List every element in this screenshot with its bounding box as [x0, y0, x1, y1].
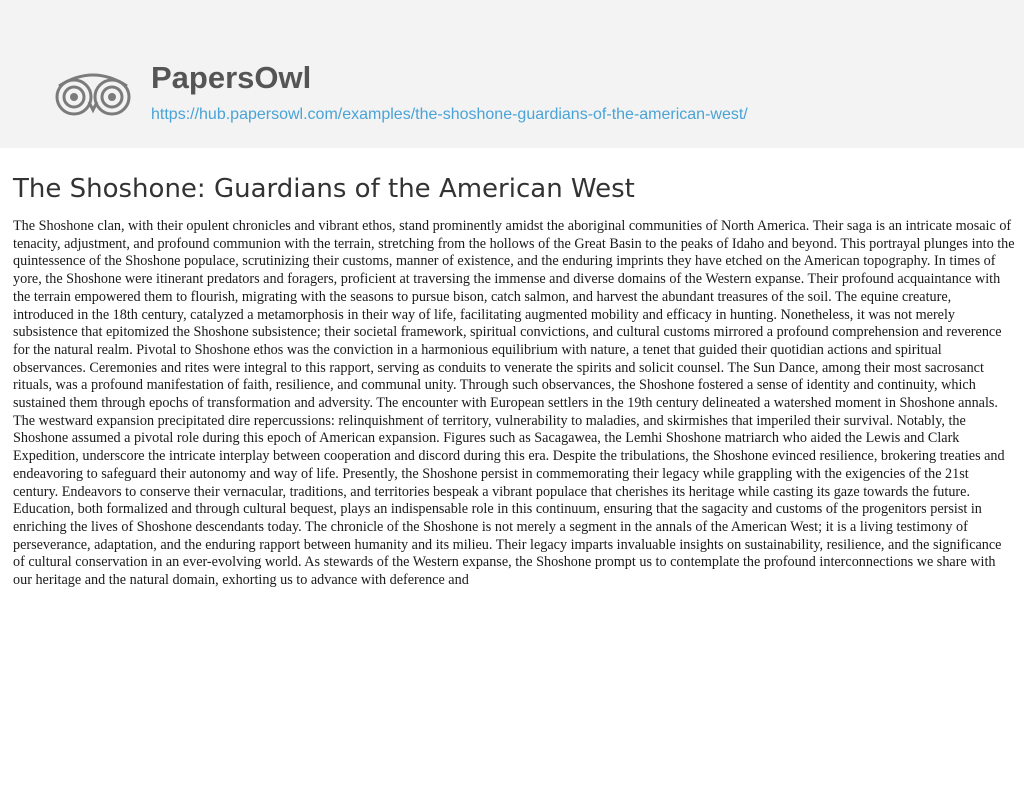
essay-title: The Shoshone: Guardians of the American West	[13, 174, 635, 204]
owl-eyes-icon	[45, 66, 141, 118]
essay-body: The Shoshone clan, with their opulent chronicles and vibrant ethos, stand prominently amidst the aboriginal communities of North America. Their saga is an intricate mosaic of tenacity, adjustment, and profound communion with the terrain, stretching from the hollows of the Great Basin to the peaks of Idaho and beyond. This portrayal plunges into the quintessence of the Shoshone populace, scrutinizing their customs, manner of existence, and the enduring imprints they have etched on the American topography. In times of yore, the Shoshone were itinerant predators and foragers, proficient at traversing the immense and diverse domains of the Western expanse. Their profound acquaintance with the terrain empowered them to flourish, migrating with the seasons to pursue bison, catch salmon, and harvest the abundant treasures of the soil. The equine creature, introduced in the 18th century, catalyzed a metamorphosis in their way of life, facilitating augmented mobility and efficacy in hunting. Nonetheless, it was not merely subsistence that epitomized the Shoshone subsistence; their societal framework, spiritual convictions, and cultural customs mirrored a profound comprehension and reverence for the natural realm. Pivotal to Shoshone ethos was the conviction in a harmonious equilibrium with nature, a tenet that guided their quotidian actions and spiritual observances. Ceremonies and rites were integral to this rapport, serving as conduits to venerate the spirits and solicit counsel. The Sun Dance, among their most sacrosanct rituals, was a profound manifestation of faith, resilience, and communal unity. Through such observances, the Shoshone fostered a sense of identity and continuity, which sustained them through epochs of transformation and adversity. The encounter with European settlers in the 19th century delineated a watershed moment in Shoshone annals. The westward expansion precipitated dire repercussions: relinquishment of territory, vulnerability to maladies, and skirmishes that imperiled their survival. Notably, the Shoshone assumed a pivotal role during this epoch of American expansion. Figures such as Sacagawea, the Lemhi Shoshone matriarch who aided the Lewis and Clark Expedition, underscore the intricate interplay between cooperation and discord during this era. Despite the tribulations, the Shoshone evinced resilience, brokering treaties and endeavoring to safeguard their autonomy and way of life. Presently, the Shoshone persist in commemorating their legacy while grappling with the exigencies of the 21st century. Endeavors to conserve their vernacular, traditions, and territories bespeak a vibrant populace that cherishes its heritage while casting its gaze towards the future. Education, both formalized and through cultural bequest, plays an indispensable role in this continuum, ensuring that the sagacity and customs of the progenitors persist in enriching the lives of Shoshone descendants today. The chronicle of the Shoshone is not merely a segment in the annals of the American West; it is a living testimony of perseverance, adaptation, and the enduring rapport between humanity and its milieu. Their legacy imparts invaluable insights on sustainability, resilience, and the significance of cultural conservation in an ever-evolving world. As stewards of the Western expanse, the Shoshone prompt us to contemplate the profound interconnections we share with our heritage and the natural domain, exhorting us to advance with deference and	[13, 218, 1015, 589]
brand-name[interactable]: PapersOwl	[151, 60, 312, 95]
source-url-link[interactable]: https://hub.papersowl.com/examples/the-shoshone-guardians-of-the-american-west/	[151, 106, 748, 123]
site-header	[0, 0, 1024, 148]
bottom-fade-overlay	[0, 684, 1024, 786]
